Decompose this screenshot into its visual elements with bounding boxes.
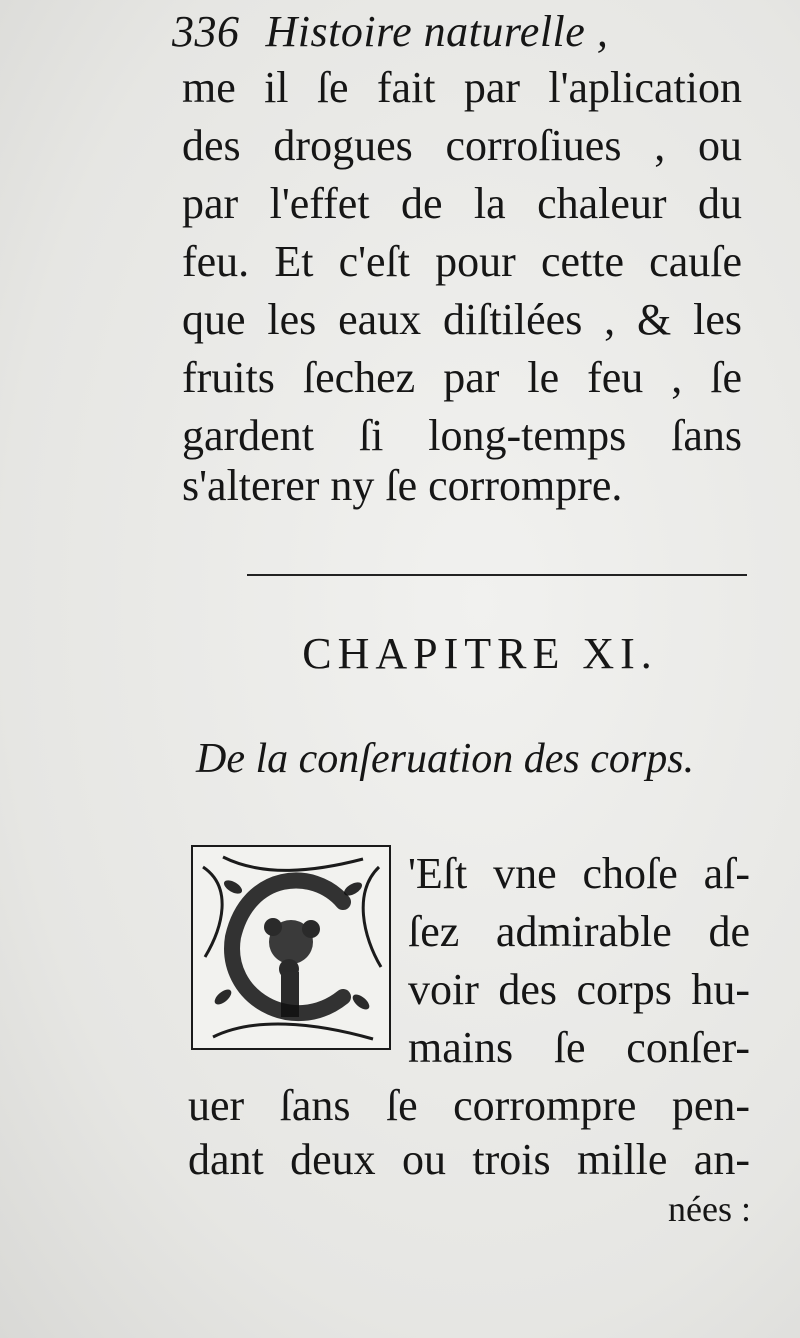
- paragraph-line: ſez admirable de: [408, 907, 750, 956]
- text-line: des drogues corroſiues , ou: [182, 121, 742, 170]
- catchword: nées :: [668, 1189, 751, 1229]
- decorated-initial: [191, 845, 391, 1050]
- paragraph-line: uer ſans ſe corrompre pen-: [188, 1081, 750, 1130]
- section-divider: [247, 574, 747, 576]
- text-line: par l'effet de la chaleur du: [182, 179, 742, 228]
- running-header: [172, 6, 608, 57]
- text-line: gardent ſi long-temps ſans: [182, 411, 742, 460]
- paragraph-line: 'Eſt vne choſe aſ-: [408, 849, 750, 898]
- floral-ornament-icon: [193, 847, 389, 1048]
- text-line: fruits ſechez par le feu , ſe: [182, 353, 742, 402]
- text-line: feu. Et c'eſt pour cette cauſe: [182, 237, 742, 286]
- chapter-title: CHAPITRE XI.: [302, 629, 658, 678]
- paragraph-line: mains ſe conſer-: [408, 1023, 750, 1072]
- paragraph-line: dant deux ou trois mille an-: [188, 1135, 750, 1184]
- text-line: que les eaux diſtilées , & les: [182, 295, 742, 344]
- chapter-subtitle: De la conſeruation des corps.: [196, 736, 695, 782]
- paragraph-line: voir des corps hu-: [408, 965, 750, 1014]
- text-line: me il ſe fait par l'aplication: [182, 63, 742, 112]
- running-title: Histoire naturelle ,: [265, 7, 609, 56]
- text-line: s'alterer ny ſe corrompre.: [182, 461, 623, 510]
- page-number: 336: [172, 7, 240, 56]
